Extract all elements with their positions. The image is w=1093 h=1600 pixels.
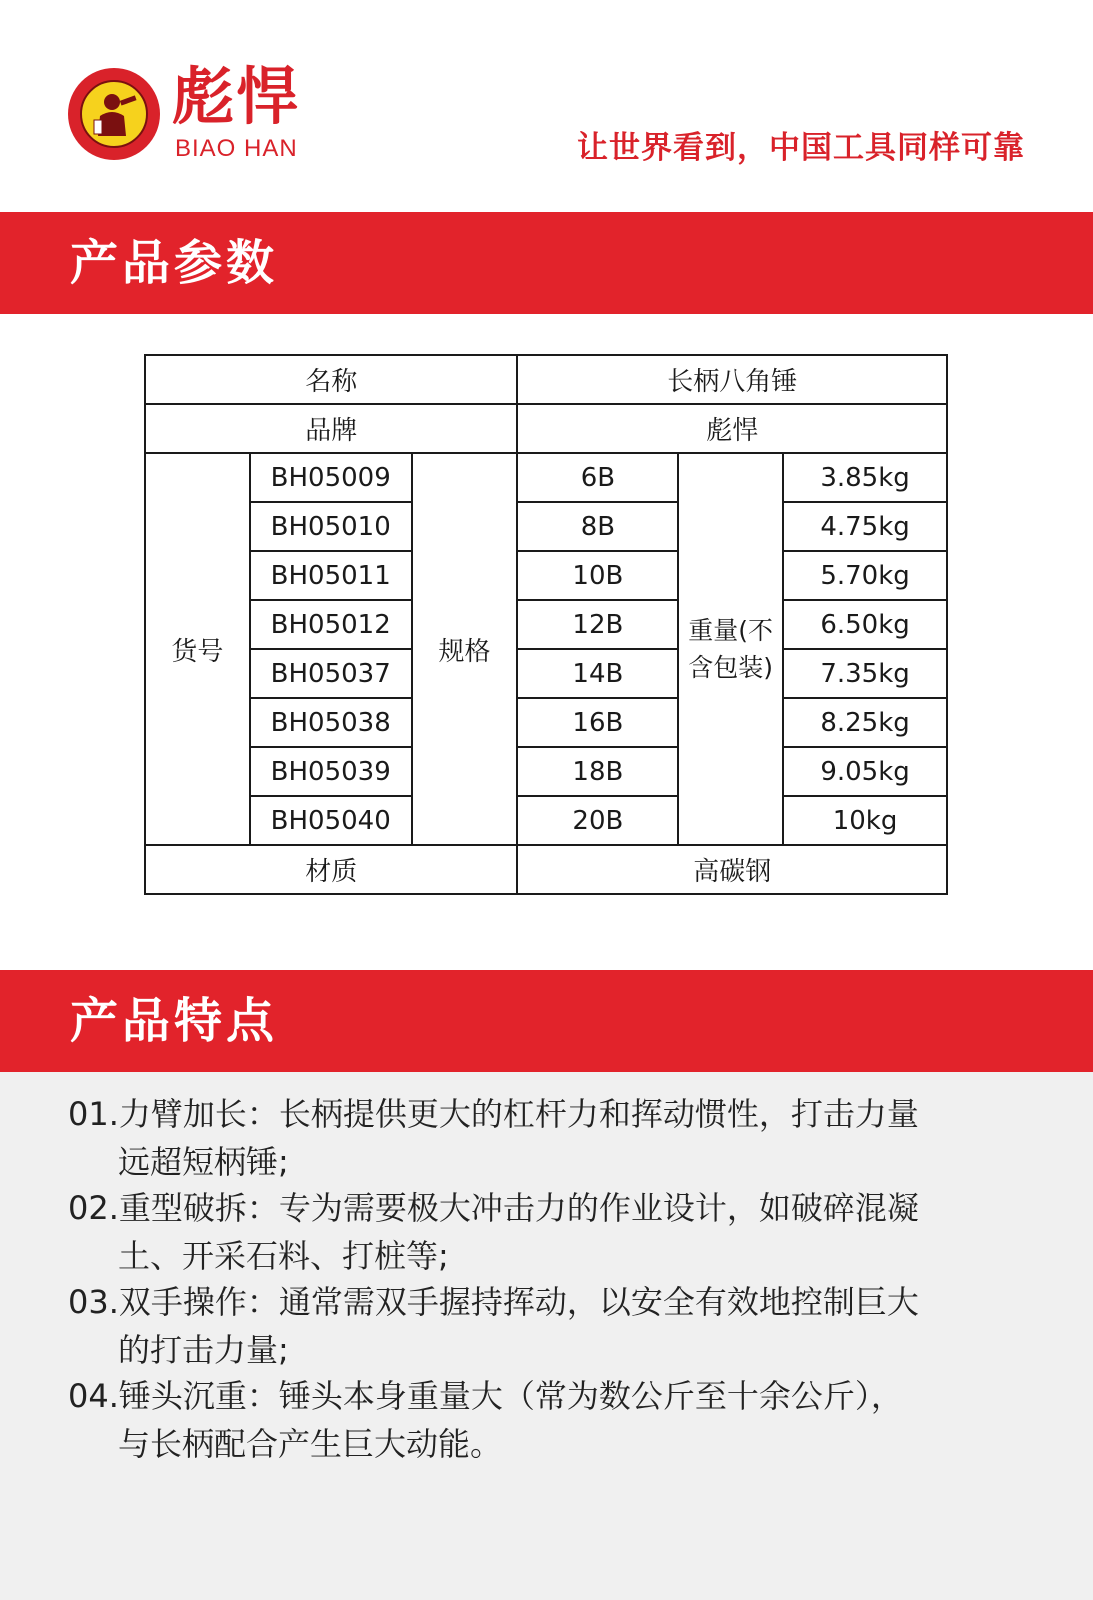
weight-cell: 5.70kg [783, 551, 947, 600]
weight-cell: 8.25kg [783, 698, 947, 747]
material-value: 高碳钢 [517, 845, 947, 894]
spec-cell: 20B [517, 796, 678, 845]
table-row [145, 649, 947, 698]
feature-text: 02.重型破拆：专为需要极大冲击力的作业设计，如破碎混凝 [68, 1189, 919, 1227]
feature-text: 03.双手操作：通常需双手握持挥动，以安全有效地控制巨大 [68, 1283, 919, 1321]
table-row [145, 502, 947, 551]
logo-emblem-icon [80, 80, 148, 148]
item-no-cell: BH05038 [250, 698, 412, 747]
table-row [145, 747, 947, 796]
item-no-cell: BH05039 [250, 747, 412, 796]
feature-item [68, 1090, 1038, 1186]
brand-name-cn: 彪悍 [172, 60, 301, 133]
item-no-label: 货号 [145, 453, 250, 845]
spec-cell: 12B [517, 600, 678, 649]
feature-text: 01.力臂加长：长柄提供更大的杠杆力和挥动惯性，打击力量 [68, 1095, 919, 1133]
item-no-cell: BH05009 [250, 453, 412, 502]
weight-cell: 10kg [783, 796, 947, 845]
features-list [0, 1072, 1093, 1600]
item-no-cell: BH05011 [250, 551, 412, 600]
table-row [145, 796, 947, 845]
item-no-cell: BH05010 [250, 502, 412, 551]
feature-text-continued: 与长柄配合产生巨大动能。 [118, 1425, 503, 1463]
weight-cell: 4.75kg [783, 502, 947, 551]
table-row [145, 698, 947, 747]
spec-cell: 18B [517, 747, 678, 796]
weight-cell: 9.05kg [783, 747, 947, 796]
feature-item [68, 1278, 1038, 1374]
params-section-header [0, 212, 1093, 314]
worker-figure-icon [82, 82, 146, 146]
brand-value: 彪悍 [517, 404, 947, 453]
feature-item [68, 1372, 1038, 1468]
spec-cell: 14B [517, 649, 678, 698]
features-section-header [0, 970, 1093, 1072]
item-no-cell: BH05040 [250, 796, 412, 845]
spec-cell: 8B [517, 502, 678, 551]
name-value: 长柄八角锤 [517, 355, 947, 404]
feature-item [68, 1184, 1038, 1280]
brand-name-en: BIAO HAN [175, 135, 298, 162]
item-no-cell: BH05037 [250, 649, 412, 698]
spec-cell: 6B [517, 453, 678, 502]
name-label: 名称 [145, 355, 517, 404]
brand-logo [68, 68, 160, 160]
table-row [145, 453, 947, 502]
table-row [145, 551, 947, 600]
spec-cell: 16B [517, 698, 678, 747]
weight-cell: 7.35kg [783, 649, 947, 698]
brand-label: 品牌 [145, 404, 517, 453]
feature-text-continued: 的打击力量; [118, 1331, 289, 1369]
table-row-brand [145, 404, 947, 453]
weight-cell: 6.50kg [783, 600, 947, 649]
features-title: 产品特点 [70, 993, 279, 1049]
table-row-material [145, 845, 947, 894]
table-row-name [145, 355, 947, 404]
spec-cell: 10B [517, 551, 678, 600]
spec-label: 规格 [412, 453, 518, 845]
feature-text: 04.锤头沉重：锤头本身重量大（常为数公斤至十余公斤）， [68, 1377, 903, 1415]
material-label: 材质 [145, 845, 517, 894]
weight-label: 重量(不含包装) [678, 453, 783, 845]
params-title: 产品参数 [70, 235, 279, 291]
slogan: 让世界看到，中国工具同样可靠 [577, 130, 1025, 166]
table-row [145, 600, 947, 649]
feature-text-continued: 远超短柄锤; [118, 1143, 289, 1181]
feature-text-continued: 土、开采石料、打桩等; [118, 1237, 449, 1275]
weight-cell: 3.85kg [783, 453, 947, 502]
page-header [0, 0, 1093, 212]
spec-table [144, 354, 948, 895]
item-no-cell: BH05012 [250, 600, 412, 649]
spec-table-container [144, 354, 948, 895]
